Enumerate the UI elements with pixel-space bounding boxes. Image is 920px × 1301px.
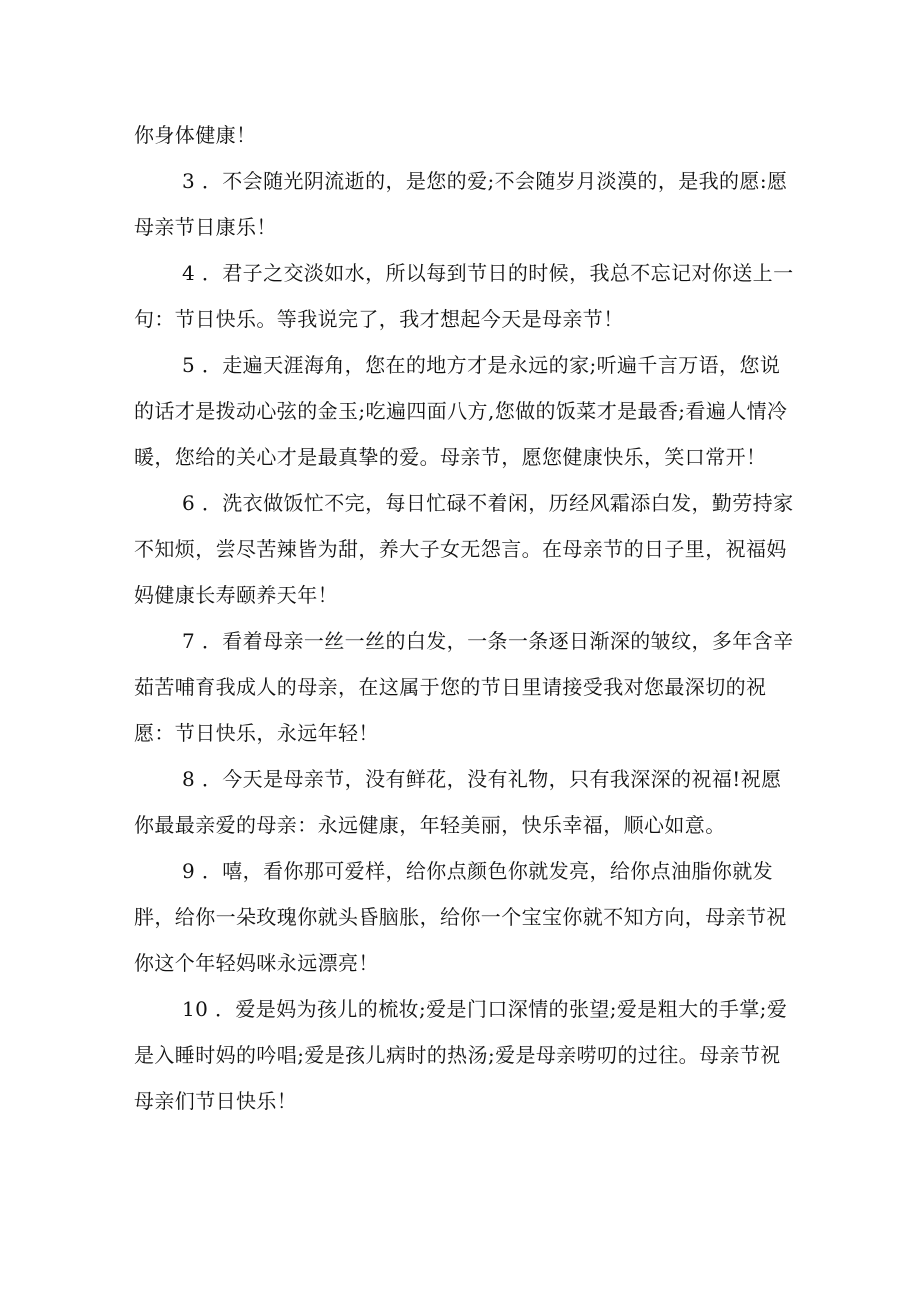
paragraph-7: 7 ．看着母亲一丝一丝的白发，一条一条逐日渐深的皱纹，多年含辛茹苦哺育我成人的母亲，在这属于您的节日里请接受我对您最深切的祝愿：节日快乐，永远年轻！ [134,629,794,745]
paragraph-6: 6 ．洗衣做饭忙不完，每日忙碌不着闲，历经风霜添白发，勤劳持家不知烦，尝尽苦辣皆为甜，养大子女无怨言。在母亲节的日子里，祝福妈妈健康长寿颐养天年！ [134,491,794,607]
paragraph-8: 8 ．今天是母亲节，没有鲜花，没有礼物，只有我深深的祝福!祝愿你最最亲爱的母亲：永远健康，年轻美丽，快乐幸福，顺心如意。 [134,767,782,837]
paragraph-5: 5 ．走遍天涯海角，您在的地方才是永远的家;听遍千言万语，您说的话才是拨动心弦的金玉;吃遍四面八方,您做的饭菜才是最香;看遍人情冷暖，您给的关心才是最真挚的爱。母亲节，愿您健康快乐，笑口常开！ [134,353,788,469]
paragraph-3: 3 ．不会随光阴流逝的，是您的爱;不会随岁月淡漠的，是我的愿:愿母亲节日康乐！ [134,169,788,239]
paragraph-4: 4 ．君子之交淡如水，所以每到节日的时候，我总不忘记对你送上一句：节日快乐。等我说完了，我才想起今天是母亲节！ [134,261,794,331]
paragraph-10: 10 ．爱是妈为孩儿的梳妆;爱是门口深情的张望;爱是粗大的手掌;爱是入睡时妈的吟唱;爱是孩儿病时的热汤;爱是母亲唠叨的过往。母亲节祝母亲们节日快乐！ [134,997,788,1113]
paragraph-continuation: 你身体健康！ [134,123,257,147]
paragraph-9: 9 ．嘻，看你那可爱样，给你点颜色你就发亮，给你点油脂你就发胖，给你一朵玫瑰你就头昏脑胀，给你一个宝宝你就不知方向，母亲节祝你这个年轻妈咪永远漂亮！ [134,859,787,975]
